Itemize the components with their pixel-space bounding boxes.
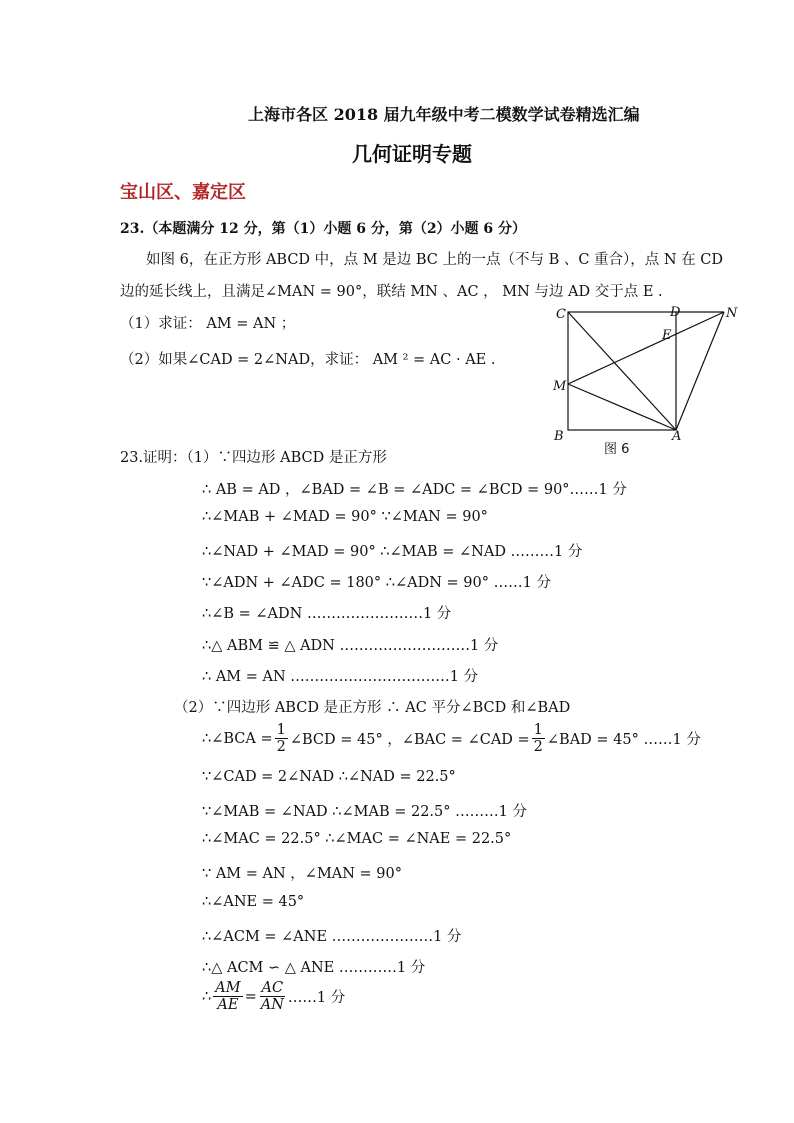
solution-intro: 23.证明：（1）∵四边形 ABCD 是正方形: [120, 450, 387, 466]
label-a: A: [672, 429, 682, 444]
solution-line: ∴△ ABM ≌ △ ADN ………………………1 分: [202, 638, 499, 654]
figure-caption: 图 6: [604, 442, 630, 457]
label-b: B: [554, 429, 564, 444]
solution-line: ∴∠ACM = ∠ANE …………………1 分: [202, 929, 462, 945]
document-header-title: 上海市各区 2018 届九年级中考二模数学试卷精选汇编: [248, 105, 640, 124]
solution-line: ∴∠NAD + ∠MAD = 90° ∴∠MAB = ∠NAD ………1 分: [202, 544, 583, 560]
solution-line: ∵∠MAB = ∠NAD ∴∠MAB = 22.5° ………1 分: [202, 804, 527, 820]
solution-line: ∵∠CAD = 2∠NAD ∴∠NAD = 22.5°: [202, 769, 456, 785]
segment-an: [676, 312, 724, 430]
question-part-1: （1）求证： AM = AN ；: [120, 316, 296, 332]
frac-line-text-a: ∴∠BCA =: [202, 730, 273, 747]
question-stem-line-1: 如图 6，在正方形 ABCD 中，点 M 是边 BC 上的一点（不与 B 、C 重合），点 N 在 CD: [146, 252, 724, 268]
question-heading: 23.（本题满分 12 分，第（1）小题 6 分，第（2）小题 6 分）: [120, 221, 527, 237]
label-n: N: [726, 306, 738, 321]
solution-line: ∵ AM = AN ，∠MAN = 90°: [202, 866, 403, 882]
fraction-numerator: AC: [261, 980, 284, 996]
district-title: 宝山区、嘉定区: [120, 182, 246, 203]
figure-6-diagram: [548, 300, 748, 460]
segment-am: [568, 384, 676, 430]
solution-line: ∵∠ADN + ∠ADC = 180° ∴∠ADN = 90° ……1 分: [202, 575, 551, 591]
label-c: C: [556, 307, 566, 322]
fraction-denominator: AE: [217, 997, 239, 1013]
solution-line: ∴∠MAC = 22.5° ∴∠MAC = ∠NAE = 22.5°: [202, 831, 512, 847]
solution-line: ∴∠ANE = 45°: [202, 894, 305, 910]
question-stem-line-2: 边的延长线上，且满足∠MAN = 90°，联结 MN 、AC ， MN 与边 AD 交于点 E .: [120, 284, 663, 300]
segment-mn: [568, 312, 724, 384]
therefore-symbol: ∴: [202, 988, 212, 1005]
label-m: M: [553, 379, 567, 394]
frac-line-text-c: ∠BAD = 45° ……1 分: [546, 732, 701, 748]
solution-part2-intro: （2）∵四边形 ABCD 是正方形 ∴ AC 平分∠BCD 和∠BAD: [174, 700, 571, 716]
solution-line: ∴∠MAB + ∠MAD = 90° ∵∠MAN = 90°: [202, 509, 488, 525]
fraction-denominator: AN: [260, 997, 284, 1013]
fraction-denominator: 2: [533, 739, 543, 755]
fraction-am-over-ae: [213, 980, 242, 1013]
question-part-2: （2）如果∠CAD = 2∠NAD，求证： AM ² = AC · AE .: [120, 352, 496, 368]
label-d: D: [670, 305, 681, 320]
solution-line: ∴△ ACM ∽ △ ANE …………1 分: [202, 960, 426, 976]
solution-line: ∴∠B = ∠ADN ……………………1 分: [202, 606, 452, 622]
fraction-denominator: 2: [276, 739, 286, 755]
fraction-numerator: 1: [533, 722, 543, 738]
solution-fraction-line: [202, 722, 701, 755]
fraction-numerator: 1: [276, 722, 286, 738]
segment-ac: [568, 312, 676, 430]
label-e: E: [662, 328, 672, 343]
frac-line-text-b: ∠BCD = 45° ，∠BAC = ∠CAD =: [289, 732, 530, 748]
fraction-one-half: [275, 722, 288, 755]
solution-line: ∴ AM = AN ……………………………1 分: [202, 669, 479, 685]
fraction-one-half: [532, 722, 545, 755]
fraction-numerator: AM: [215, 980, 241, 996]
solution-line: ∴ AB = AD ，∠BAD = ∠B = ∠ADC = ∠BCD = 90°……1 分: [202, 482, 627, 498]
topic-title: 几何证明专题: [352, 142, 472, 166]
solution-final-ratio: [202, 980, 345, 1013]
equals-sign: =: [244, 988, 257, 1005]
score-note: ……1 分: [287, 990, 346, 1006]
fraction-ac-over-an: [259, 980, 286, 1013]
